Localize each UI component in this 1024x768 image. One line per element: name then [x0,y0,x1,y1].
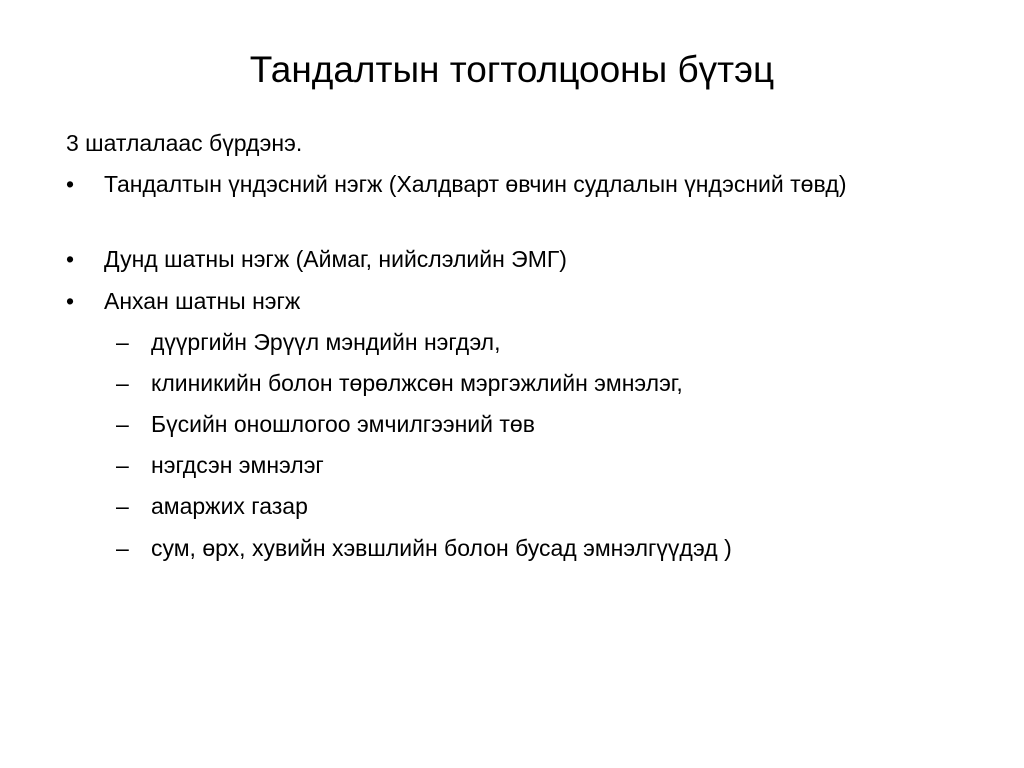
bullet-marker: • [66,246,75,272]
bullet-item: Дунд шатны нэгж (Аймаг, нийслэлийн ЭМГ) [104,246,567,272]
sub-item: Бүсийн оношлогоо эмчилгээний төв [151,411,535,437]
bullet-marker: • [66,171,75,197]
bullet-item: Анхан шатны нэгж [104,288,301,314]
dash-marker: – [116,370,129,396]
dash-marker: – [116,329,129,355]
sub-item: амаржих газар [151,493,308,519]
intro-text: 3 шатлалаас бүрдэнэ. [66,130,303,156]
slide-title: Тандалтын тогтолцооны бүтэц [249,49,775,90]
dash-marker: – [116,452,129,478]
dash-marker: – [116,535,129,561]
bullet-marker: • [66,288,75,314]
sub-item: дүүргийн Эрүүл мэндийн нэгдэл, [151,329,501,355]
dash-marker: – [116,411,129,437]
bullet-item: Тандалтын үндэсний нэгж (Халдварт өвчин судлалын үндэсний төвд) [104,171,847,197]
dash-marker: – [116,493,129,519]
sub-item: сум, өрх, хувийн хэвшлийн болон бусад эмнэлгүүдэд ) [151,535,732,561]
sub-item: клиникийн болон төрөлжсөн мэргэжлийн эмнэлэг, [151,370,683,396]
sub-item: нэгдсэн эмнэлэг [151,452,324,478]
